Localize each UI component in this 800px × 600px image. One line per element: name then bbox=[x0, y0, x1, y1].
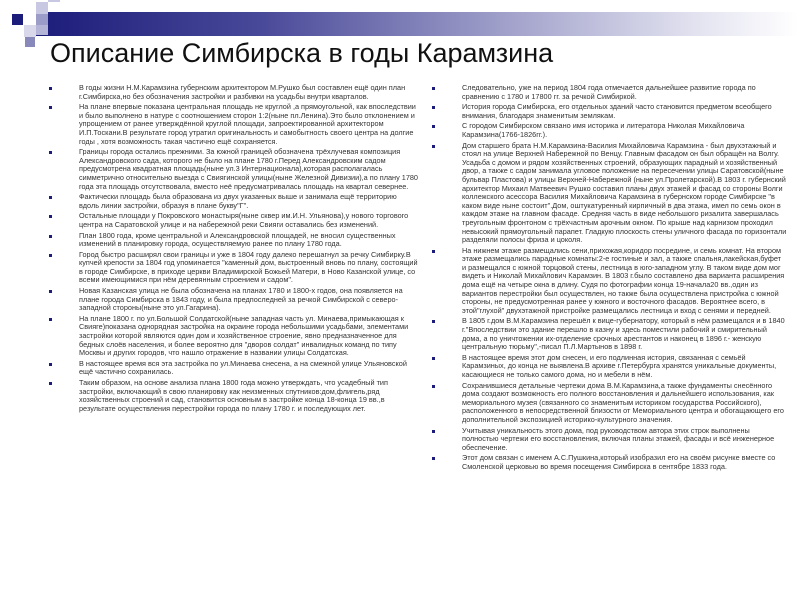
bullet-text: На нижнем этаже размещались сени,прихожая,коридор посредине, и семь комнат. На втором этаже размещались парадные комнаты:2-е гостиные и зал, а также спальня,лакейская,буфет и размещался с южной торцовой стены, лестница в юго-западном углу. В таком виде дом мог видеть и Николай Михайлович Карамзин. В 1803 г.было составлено два варианта расширения дома ещё на четыре окна в длину. Судя по фотографии конца 19-начала20 вв.,один из вариантов перестройки был осуществлен, но также была осуществлена пристройка с южной стороны, не предусмотренная ранее у южного и восточного фасадов. Вероятнее всего, в этой"глухой" двухэтажной пристройке размещались лестница и вход с сенями и передней. bbox=[462, 245, 785, 315]
bullet-item bbox=[48, 379, 418, 413]
bullet-icon bbox=[432, 457, 435, 460]
slide-title: Описание Симбирска в годы Карамзина bbox=[50, 38, 554, 68]
bullet-item bbox=[48, 148, 418, 191]
bullet-text: Таким образом, на основе анализа плана 1800 года можно утверждать, что усадебный тип застройки, включающий в свою планировку как неизменных спутников:дом,флигель,ряд хозяйственных строений и сад, становится основным в застройке конца 18-конца 19 вв.,в результате осуществления перестройки города по плану 1780 г. и последующих лет. bbox=[79, 378, 388, 413]
bullet-icon bbox=[432, 385, 435, 388]
bullet-text: В годы жизни Н.М.Карамзина губернским архитектором М.Рушко был составлен ещё один план г.Симбирска,но без обозначения застройки и разбивки на усадьбы внутри кварталов. bbox=[79, 83, 406, 101]
bullet-text: История города Симбирска, его отдельных зданий часто становится предметом всеобщего внимания, благодаря знаменитым землякам. bbox=[462, 102, 772, 120]
bullet-text: Этот дом связан с именем А.С.Пушкина,который изобразил его на своём рисунке вместе со Смоленской церковью во время посещения Симбирска в сентябре 1833 года. bbox=[462, 453, 776, 471]
decor-square bbox=[36, 25, 48, 35]
bullet-icon bbox=[49, 87, 52, 90]
decor-square bbox=[48, 0, 60, 2]
bullet-item bbox=[431, 142, 787, 245]
bullet-text: Остальные площади у Покровского монастыря(ныне сквер им.И.Н. Ульянова),у нового торгового центра на Саратовской улице и на набережной реки Свияги оставались без изменений. bbox=[79, 211, 409, 229]
bullet-text: Сохранившиеся детальные чертежи дома В.М.Карамзина,а также фундаменты снесённого дома создают возможность его полного восстановления и дальнейшего использования, как мемориального музея (связанного со знаменитым историком государства Российского), расположенного в непосредственной близости от Мемориального центра и обогащающего его дополнительной экспозицией историко-культурного значения. bbox=[462, 380, 784, 424]
bullet-icon bbox=[432, 430, 435, 433]
bullet-icon bbox=[49, 290, 52, 293]
bullet-icon bbox=[49, 363, 52, 366]
decor-square bbox=[25, 37, 35, 47]
bullet-text: С городом Симбирском связано имя историка и литератора Николая Михайловича Карамзина(1766-1826гг.). bbox=[462, 121, 745, 139]
bullet-item bbox=[431, 354, 787, 380]
bullet-item bbox=[431, 427, 787, 453]
bullet-item bbox=[431, 247, 787, 316]
bullet-icon bbox=[432, 87, 435, 90]
decor-square bbox=[24, 25, 36, 37]
bullet-item bbox=[431, 382, 787, 425]
bullet-text: Учитывая уникальность этого дома, под руководством автора этих строк выполнены полностью чертежи его восстановления, включая планы этажей, фасады и всё инженерное обеспечение. bbox=[462, 425, 775, 452]
decor-square bbox=[36, 2, 48, 14]
bullet-icon bbox=[49, 215, 52, 218]
decor-square bbox=[36, 14, 48, 25]
bullet-text: На плане впервые показана центральная площадь не круглой ,а прямоугольной, как впоследствии и было выполнено в натуре с соотношением сторон 1:2(ныне пл.Ленина).Это было отклонением и упрощением от ранее утверждённой круглой площади, запроектированной архитектором И.П.Тоскани.В результате город утратил оригинальность и самобытность своего центра на долгие годы , хотя возможность такая частично ещё сохраняется. bbox=[79, 102, 416, 146]
bullet-text: В настоящее время этот дом снесен, и его подлинная история, связанная с семьёй Карамзиных, до конца не выявлена.В архиве г.Петербурга хранятся уникальные документы, касающиеся не только самого дома, но и мебели в нём. bbox=[462, 352, 777, 379]
bullet-text: Дом старшего брата Н.М.Карамзина-Василия Михайловича Карамзина - был двухэтажный и стоял на улице Верхней Набережной по Венцу. Главным фасадом он был обращён на Волгу. Усадьба с домом и рядом хозяйственных строений, образующих парадный и хозяйственный двор, а также с садом занимала угловое положение на пересечении улицы Саратовской(ныне бульвар Пластова) и улицы Верхней-Набережной (ныне ул.Пролетарской).В 1803 г. губернский архитектор Михаил Матвеевич Рушко составил планы двух этажей и фасад со стороны Волги коллежского асессора Василия Михайловича Карамзина в губернском городе Симбирске "в каком виде ныне состоит".Дом, оштукатуренный кирпичный в два этажа, имел по семь окон в каждом этаже на главном фасаде. Средняя часть в виде небольшого ризалита завершалась треугольным фронтоном с трёхчастным арочным окном. По крыше над карнизом проходил невысокий прямоугольный парапет. Гладкую плоскость стены уличного фасада по горизонтали разделяли полосы фриза и цоколя. bbox=[462, 140, 787, 245]
bullet-text: В 1805 г.дом В.М.Карамзина перешёл к вице-губернатору, который в нём размещался и в 1840 г."Впоследствии это здание перешло в казну и здесь поместили рабочий и смирительный дома, а по уничтожении их-отделение срочных арестантов и наконец в 1896 г.- женскую центральную тюрьму",-писал П.Л.Мартынов в 1898 г. bbox=[462, 316, 785, 352]
bullet-item bbox=[48, 232, 418, 249]
bullet-item bbox=[431, 454, 787, 471]
bullet-icon bbox=[49, 196, 52, 199]
bullet-text: Новая Казанская улица не была обозначена на планах 1780 и 1800-х годов, она появляется на плане города Симбирска в 1843 году, и была предпоследней за речкой Симбирской с северо-западной стороны(ныне это ул.Гагарина). bbox=[79, 286, 403, 313]
bullet-icon bbox=[432, 357, 435, 360]
bullet-icon bbox=[432, 320, 435, 323]
bullet-text: План 1800 года, кроме центральной и Александровской площадей, не вносил существенных изменений в планировку города, осуществляемую ранее по плану 1780 года. bbox=[79, 230, 396, 249]
bullet-icon bbox=[432, 145, 435, 148]
bullet-text: Следовательно, уже на период 1804 года отмечается дальнейшее развитие города по сравнению с 1780 и 17800 гг. за речкой Симбиркой. bbox=[462, 83, 756, 101]
bullet-icon bbox=[49, 151, 52, 154]
bullet-text: В настоящее время вся эта застройка по ул.Минаева снесена, а на смежной улице Ульяновской ещё частично сохранилась. bbox=[79, 358, 407, 377]
bullet-item bbox=[431, 317, 787, 351]
bullet-text: На плане 1800 г. по ул.Большой Солдатской(ныне западная часть ул. Минаева,примыкающая к Свияге)показана однорядная застройка на окраине города небольшими усадьбами, элементами застройки которой являются один дом и хозяйственное строение, явно предназначенное для бедных слоёв населения, и более вероятно для "дворов солдат" инвалидных команд по типу Москвы и других городов, что нашло отражение в названии улицы Солдатская. bbox=[79, 313, 409, 358]
bullet-icon bbox=[49, 254, 52, 257]
bullet-item bbox=[48, 212, 418, 229]
bullet-text: Фактически площадь была образована из двух указанных выше и занимала ещё территорию вдоль линии застройки, образуя в плане букву"Г". bbox=[79, 192, 397, 210]
bullet-icon bbox=[49, 318, 52, 321]
bullet-item bbox=[431, 122, 787, 139]
bullet-item bbox=[431, 84, 787, 101]
bullet-icon bbox=[49, 235, 52, 238]
bullet-item bbox=[48, 360, 418, 377]
bullet-item bbox=[48, 315, 418, 358]
bullet-item bbox=[48, 251, 418, 285]
bullet-item bbox=[48, 84, 418, 101]
bullet-icon bbox=[432, 250, 435, 253]
bullet-item bbox=[48, 103, 418, 146]
title-banner-bar bbox=[36, 12, 798, 36]
bullet-icon bbox=[49, 382, 52, 385]
bullet-icon bbox=[432, 106, 435, 109]
bullet-icon bbox=[49, 106, 52, 109]
left-column-bullets bbox=[48, 84, 418, 415]
bullet-text: Границы города остались прежними. За южной границей обозначена трёхлучевая композиция Александровского сада, которого не было на плане 1780 г.Перед Александровским садом предусмотрена квадратная площадь(ныне ул.3 Интернационала),которая располагалась симметрично относительно выезда с Свиягинской улицы(ныне Железной Дивизии),а по плану 1780 года эта площадь отсутствовала, вместо неё предусматривалась площадь на квартал севернее. bbox=[79, 147, 418, 191]
right-column-bullets bbox=[431, 84, 787, 474]
decor-square bbox=[12, 14, 23, 25]
bullet-item bbox=[48, 193, 418, 210]
bullet-icon bbox=[432, 125, 435, 128]
bullet-item bbox=[431, 103, 787, 120]
bullet-item bbox=[48, 287, 418, 313]
bullet-text: Город быстро расширял свои границы и уже в 1804 году далеко перешагнул за речку Симбирку.В купчей крепости за 1804 год упоминается "каменный дом, выстроенный вновь по плану, состоящий в городе Симбирске, в приходе церкви Владимирской Божьей Матери, в Ново Казанской улице, со всеми имеющимися при нём деревянным строением и садом". bbox=[79, 249, 418, 285]
